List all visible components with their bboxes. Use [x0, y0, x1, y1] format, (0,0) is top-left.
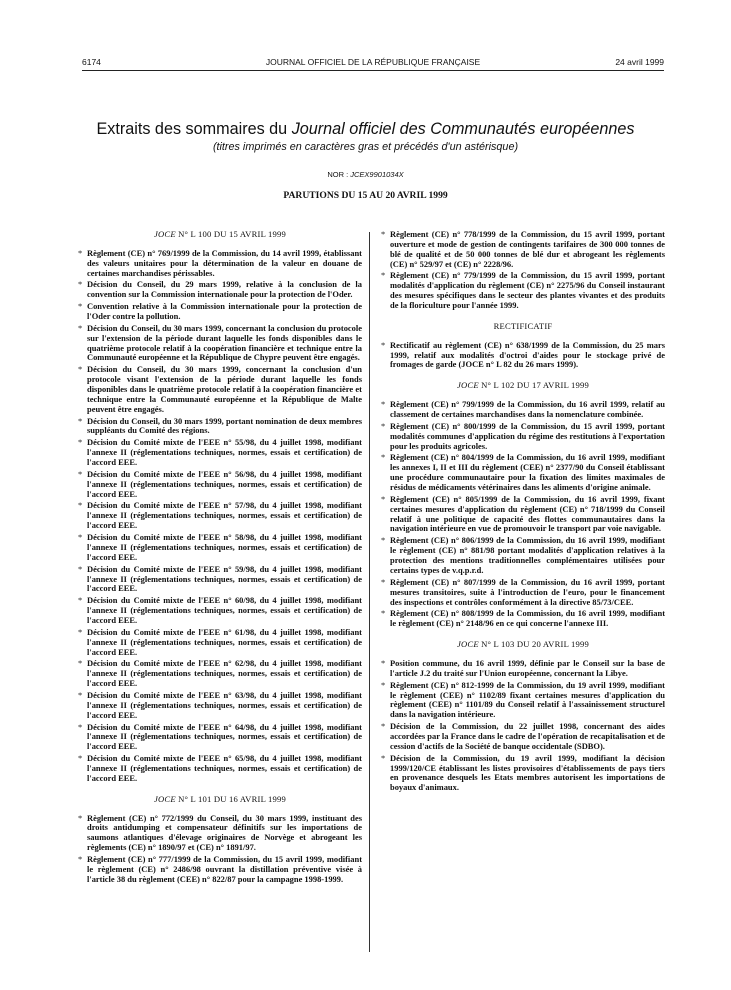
- title-prefix: Extraits des sommaires du: [96, 120, 292, 138]
- section-heading-rectificatif: RECTIFICATIF: [493, 320, 553, 331]
- list-item: * Règlement (CE) n° 806/1999 de la Commission, du 16 avril 1999, modifiant le règlement (CE) n° 881/98 portant modalités d'application relatives à la protection des mentions traditionnelles complémentaires utilisées pour certains types de v.q.p.r.d.: [381, 536, 665, 575]
- section-heading-l103: JOCE N° L 103 DU 20 AVRIL 1999: [456, 639, 590, 650]
- list-item: * Décision du Comité mixte de l'EEE n° 64/98, du 4 juillet 1998, modifiant l'annexe II (réglementations techniques, normes, essais et certification) de l'accord EEE.: [78, 723, 362, 753]
- list-item: * Règlement (CE) n° 799/1999 de la Commission, du 16 avril 1999, relatif au classement de certaines marchandises dans la nomenclature combinée.: [381, 400, 665, 420]
- list-item: * Règlement (CE) n° 808/1999 de la Commission, du 16 avril 1999, modifiant le règlement (CE) n° 2148/96 en ce qui concerne l'annexe III.: [381, 609, 665, 629]
- list-item: * Décision du Comité mixte de l'EEE n° 61/98, du 4 juillet 1998, modifiant l'annexe II (réglementations techniques, normes, essais et certification) de l'accord EEE.: [78, 628, 362, 658]
- list-item: * Position commune, du 16 avril 1999, définie par le Conseil sur la base de l'article J.2 du traité sur l'Union européenne, concernant la Libye.: [381, 659, 665, 679]
- list-item: * Règlement (CE) n° 769/1999 de la Commission, du 14 avril 1999, établissant des valeurs unitaires pour la détermination de la valeur en douane de certaines marchandises périssables.: [78, 249, 362, 279]
- list-l101-continued: [381, 230, 665, 311]
- list-item: * Convention relative à la Commission internationale pour la protection de l'Oder contre la pollution.: [78, 302, 362, 322]
- parutions-heading: PARUTIONS DU 15 AU 20 AVRIL 1999: [283, 190, 448, 201]
- nor-label: NOR :: [327, 170, 351, 179]
- list-item: * Règlement (CE) n° 777/1999 de la Commission, du 15 avril 1999, modifiant le règlement (CE) n° 2486/98 ouvrant la distillation préventive visée à l'article 38 du règlement (CEE) n° 822/87 pour la campagne 1998-1999.: [78, 855, 362, 885]
- list-item: * Règlement (CE) n° 805/1999 de la Commission, du 16 avril 1999, fixant certaines mesures d'application du règlement (CE) n° 718/1999 du Conseil relatif à une politique de capacité des flottes communautaires dans la navigation intérieure en vue de promouvoir le transport par voie navigable.: [381, 495, 665, 534]
- page-title: [0, 120, 731, 139]
- journal-title: JOURNAL OFFICIEL DE LA RÉPUBLIQUE FRANÇAISE: [265, 57, 481, 67]
- list-rectificatif: [381, 341, 665, 371]
- nor-value: JCEX9901034X: [350, 170, 404, 179]
- running-header: [82, 57, 664, 71]
- right-column: [381, 230, 665, 795]
- list-item: * Décision du Conseil, du 30 mars 1999, portant nomination de deux membres suppléants du Comité des régions.: [78, 417, 362, 437]
- section-heading-l100: JOCE N° L 100 DU 15 AVRIL 1999: [153, 229, 287, 239]
- left-column: [78, 230, 362, 887]
- list-l100: [78, 249, 362, 784]
- section-heading-l102: JOCE N° L 102 DU 17 AVRIL 1999: [456, 380, 590, 391]
- list-item: * Décision du Comité mixte de l'EEE n° 57/98, du 4 juillet 1998, modifiant l'annexe II (réglementations techniques, normes, essais et certification) de l'accord EEE.: [78, 501, 362, 531]
- list-item: * Décision du Comité mixte de l'EEE n° 60/98, du 4 juillet 1998, modifiant l'annexe II (réglementations techniques, normes, essais et certification) de l'accord EEE.: [78, 596, 362, 626]
- list-item: * Décision du Comité mixte de l'EEE n° 59/98, du 4 juillet 1998, modifiant l'annexe II (réglementations techniques, normes, essais et certification) de l'accord EEE.: [78, 565, 362, 595]
- list-item: * Rectificatif au règlement (CE) n° 638/1999 de la Commission, du 25 mars 1999, relatif aux modalités d'octroi d'aides pour le stockage privé de fromages de garde (JOCE n° L 82 du 26 mars 1999).: [381, 341, 665, 371]
- list-item: * Règlement (CE) n° 772/1999 du Conseil, du 30 mars 1999, instituant des droits antidumping et compensateur définitifs sur les importations de saumons atlantiques d'élevage originaires de Norvège et abrogeant les règlements (CE) n° 1890/97 et (CE) n° 1891/97.: [78, 814, 362, 853]
- list-item: * Décision du Comité mixte de l'EEE n° 65/98, du 4 juillet 1998, modifiant l'annexe II (réglementations techniques, normes, essais et certification) de l'accord EEE.: [78, 754, 362, 784]
- title-journal: Journal officiel des Communautés européennes: [291, 120, 635, 138]
- column-divider: [369, 232, 370, 952]
- list-item: * Décision de la Commission, du 19 avril 1999, modifiant la décision 1999/120/CE établissant les listes provisoires d'établissements de pays tiers en provenance desquels les Etats membres autorisent les importations de boyaux d'animaux.: [381, 754, 665, 793]
- list-item: * Décision du Conseil, du 30 mars 1999, concernant la conclusion d'un protocole visant l'extension de la période durant laquelle les fonds disponibles dans le quatrième protocole relatif à la coopération financière et technique entre la Communauté européenne et la République de Malte peuvent être engagés.: [78, 365, 362, 414]
- list-item: * Décision du Comité mixte de l'EEE n° 58/98, du 4 juillet 1998, modifiant l'annexe II (réglementations techniques, normes, essais et certification) de l'accord EEE.: [78, 533, 362, 563]
- list-item: * Décision du Comité mixte de l'EEE n° 56/98, du 4 juillet 1998, modifiant l'annexe II (réglementations techniques, normes, essais et certification) de l'accord EEE.: [78, 470, 362, 500]
- list-item: * Décision du Comité mixte de l'EEE n° 55/98, du 4 juillet 1998, modifiant l'annexe II (réglementations techniques, normes, essais et certification) de l'accord EEE.: [78, 438, 362, 468]
- list-l102: [381, 400, 665, 629]
- list-item: * Règlement (CE) n° 800/1999 de la Commission, du 15 avril 1999, portant modalités communes d'application du régime des restitutions à l'exportation pour les produits agricoles.: [381, 422, 665, 452]
- list-l103: [381, 659, 665, 793]
- page-subtitle: (titres imprimés en caractères gras et précédés d'un astérisque): [212, 141, 519, 153]
- header-rule: [82, 70, 664, 71]
- list-item: * Décision du Comité mixte de l'EEE n° 63/98, du 4 juillet 1998, modifiant l'annexe II (réglementations techniques, normes, essais et certification) de l'accord EEE.: [78, 691, 362, 721]
- list-item: * Règlement (CE) n° 779/1999 de la Commission, du 15 avril 1999, portant modalités d'application du règlement (CE) n° 2275/96 du Conseil instaurant des mesures spécifiques dans le secteur des plantes vivantes et des produits de la floriculture pour l'année 1999.: [381, 271, 665, 310]
- list-item: * Règlement (CE) n° 804/1999 de la Commission, du 16 avril 1999, modifiant les annexes I, II et III du règlement (CEE) n° 2377/90 du Conseil établissant une procédure communautaire pour la fixation des limites maximales de résidus de médicaments vétérinaires dans les aliments d'origine animale.: [381, 453, 665, 492]
- list-item: * Décision du Conseil, du 29 mars 1999, relative à la conclusion de la convention sur la Commission internationale pour la protection de l'Oder.: [78, 280, 362, 300]
- list-item: * Décision du Conseil, du 30 mars 1999, concernant la conclusion du protocole sur l'extension de la période durant laquelle les fonds disponibles dans le quatrième protocole relatif à la coopération financière et technique entre la Communauté européenne et la République de Chypre peuvent être engagés.: [78, 324, 362, 363]
- list-item: * Règlement (CE) n° 812-1999 de la Commission, du 19 avril 1999, modifiant le règlement (CEE) n° 1102/89 fixant certaines mesures d'application du règlement (CEE) n° 1101/89 du Conseil relatif à l'assainissement structurel dans la navigation intérieure.: [381, 681, 665, 720]
- nor-reference: [0, 170, 731, 179]
- list-item: * Décision de la Commission, du 22 juillet 1998, concernant des aides accordées par la France dans le cadre de l'opération de recapitalisation et de cession d'actifs de la Société de banque occidentale (SDBO).: [381, 722, 665, 752]
- list-item: * Règlement (CE) n° 778/1999 de la Commission, du 15 avril 1999, portant ouverture et mode de gestion de contingents tarifaires de 300 000 tonnes de blé de qualité et de 50 000 tonnes de blé dur et abrogeant les règlements (CE) n° 529/97 et (CE) n° 2228/96.: [381, 230, 665, 269]
- list-l101: [78, 814, 362, 885]
- list-item: * Décision du Comité mixte de l'EEE n° 62/98, du 4 juillet 1998, modifiant l'annexe II (réglementations techniques, normes, essais et certification) de l'accord EEE.: [78, 659, 362, 689]
- section-heading-l101: JOCE N° L 101 DU 16 AVRIL 1999: [153, 793, 287, 804]
- issue-date: 24 avril 1999: [615, 57, 664, 67]
- page-number: 6174: [82, 57, 101, 67]
- list-item: * Règlement (CE) n° 807/1999 de la Commission, du 16 avril 1999, portant mesures transitoires, suite à l'introduction de l'euro, pour le financement des inspections et contrôles conformément à la directive 85/73/CEE.: [381, 578, 665, 608]
